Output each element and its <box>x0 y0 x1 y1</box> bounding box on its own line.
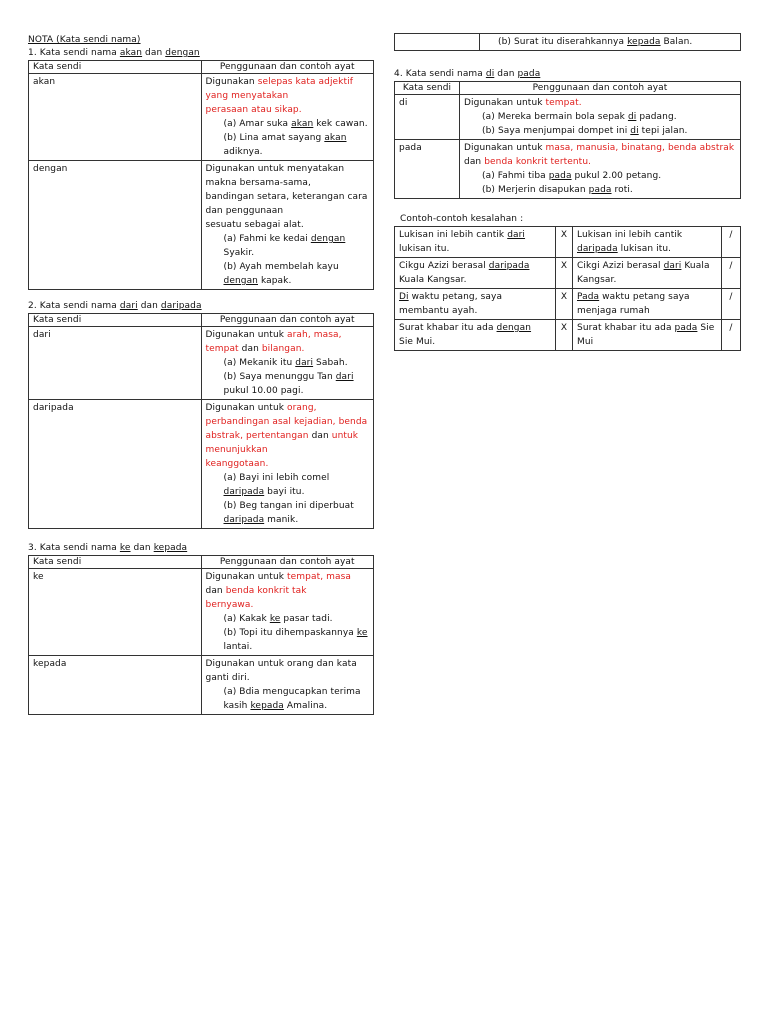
usage-cell: Digunakan untuk orang, perbandingan asal kejadian, benda abstrak, pertentangan dan untuk menunjukkan keanggotaan. (a) Bayi ini lebih comel daripada bayi itu. (b) Beg tangan ini diperbuat daripada manik. <box>201 400 374 529</box>
table-ke-kepada <box>28 555 374 715</box>
usage-cell: Digunakan untuk tempat. (a) Mereka bermain bola sepak di padang. (b) Saya menjumpai dompet ini di tepi jalan. <box>460 95 741 140</box>
section-3-heading: 3. Kata sendi nama ke dan kepada <box>28 543 188 553</box>
wrong-sentence: Surat khabar itu ada dengan Sie Mui. <box>395 320 556 351</box>
correct-mark: / <box>722 320 741 351</box>
table-row <box>29 161 374 290</box>
usage-cell: Digunakan untuk arah, masa, tempat dan bilangan. (a) Mekanik itu dari Sabah. (b) Saya menunggu Tan dari pukul 10.00 pagi. <box>201 327 374 400</box>
table-header: Kata sendi Penggunaan dan contoh ayat <box>395 82 741 95</box>
table-row <box>395 258 741 289</box>
usage-cell: Digunakan untuk menyatakan makna bersama-sama, bandingan setara, keterangan cara dan penggunaan sesuatu sebagai alat. (a) Fahmi ke kedai dengan Syakir. (b) Ayah membelah kayu dengan kapak. <box>201 161 374 290</box>
table-row <box>29 74 374 161</box>
correct-sentence: Lukisan ini lebih cantik daripada lukisan itu. <box>573 227 722 258</box>
table-header: Kata sendi Penggunaan dan contoh ayat <box>29 314 374 327</box>
table-row <box>29 569 374 656</box>
table-errors <box>394 226 741 351</box>
table-continuation <box>394 33 741 51</box>
table-header: Kata sendi Penggunaan dan contoh ayat <box>29 556 374 569</box>
wrong-mark: X <box>556 320 573 351</box>
usage-cell: Digunakan selepas kata adjektif yang menyatakan perasaan atau sikap. (a) Amar suka akan kek cawan. (b) Lina amat sayang akan adiknya. <box>201 74 374 161</box>
errors-title: Contoh-contoh kesalahan : <box>400 214 524 224</box>
correct-sentence: Pada waktu petang saya menjaga rumah <box>573 289 722 320</box>
table-row <box>29 400 374 529</box>
correct-sentence: Surat khabar itu ada pada Sie Mui <box>573 320 722 351</box>
wrong-sentence: Cikgu Azizi berasal daripada Kuala Kangsar. <box>395 258 556 289</box>
wrong-mark: X <box>556 227 573 258</box>
wrong-sentence: Di waktu petang, saya membantu ayah. <box>395 289 556 320</box>
word-cell: kepada <box>29 656 202 715</box>
table-row <box>395 320 741 351</box>
wrong-mark: X <box>556 258 573 289</box>
usage-cell: (b) Surat itu diserahkannya kepada Balan. <box>480 34 741 51</box>
table-row <box>395 34 741 51</box>
usage-cell: Digunakan untuk masa, manusia, binatang, benda abstrak dan benda konkrit tertentu. (a) Fahmi tiba pada pukul 2.00 petang. (b) Merjerin disapukan pada roti. <box>460 140 741 199</box>
table-row <box>395 289 741 320</box>
usage-cell: Digunakan untuk orang dan kata ganti diri. (a) Bdia mengucapkan terima kasih kepada Amalina. <box>201 656 374 715</box>
section-4-heading: 4. Kata sendi nama di dan pada <box>394 69 541 79</box>
table-di-pada <box>394 81 741 199</box>
usage-cell: Digunakan untuk tempat, masa dan benda konkrit tak bernyawa. (a) Kakak ke pasar tadi. (b) Topi itu dihempaskannya ke lantai. <box>201 569 374 656</box>
correct-mark: / <box>722 227 741 258</box>
section-2-heading: 2. Kata sendi nama dari dan daripada <box>28 301 202 311</box>
correct-sentence: Cikgi Azizi berasal dari Kuala Kangsar. <box>573 258 722 289</box>
word-cell: daripada <box>29 400 202 529</box>
correct-mark: / <box>722 289 741 320</box>
table-dari-daripada <box>28 313 374 529</box>
table-header: Kata sendi Penggunaan dan contoh ayat <box>29 61 374 74</box>
page-title: NOTA (Kata sendi nama) <box>28 35 141 45</box>
word-cell: akan <box>29 74 202 161</box>
wrong-sentence: Lukisan ini lebih cantik dari lukisan itu. <box>395 227 556 258</box>
word-cell: di <box>395 95 460 140</box>
correct-mark: / <box>722 258 741 289</box>
table-row <box>29 327 374 400</box>
word-cell: pada <box>395 140 460 199</box>
word-cell: dari <box>29 327 202 400</box>
table-row <box>395 227 741 258</box>
table-akan-dengan <box>28 60 374 290</box>
word-cell: dengan <box>29 161 202 290</box>
table-row <box>395 95 741 140</box>
table-row <box>395 140 741 199</box>
table-row <box>29 656 374 715</box>
right-column <box>394 33 741 351</box>
word-cell: ke <box>29 569 202 656</box>
wrong-mark: X <box>556 289 573 320</box>
left-column <box>28 34 374 715</box>
section-1-heading: 1. Kata sendi nama akan dan dengan <box>28 48 200 58</box>
